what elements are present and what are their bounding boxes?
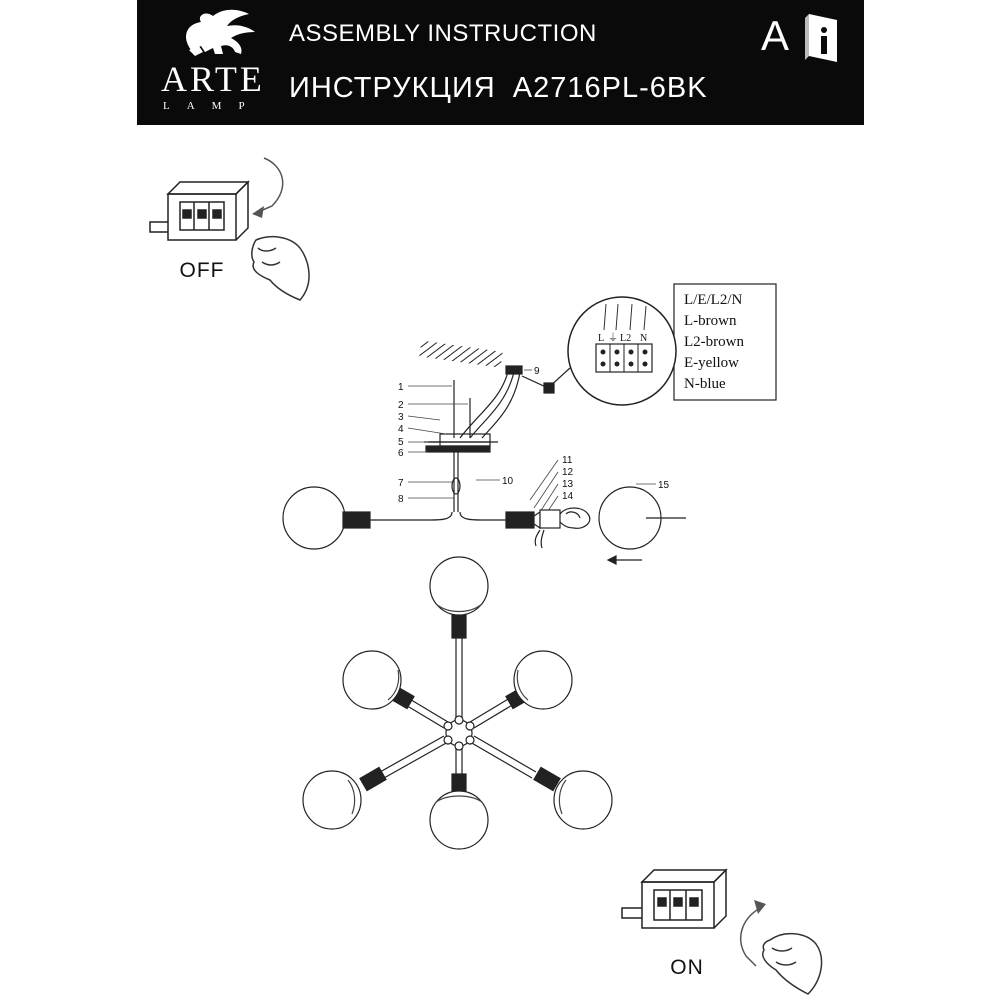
wall-switch-icon bbox=[150, 182, 248, 240]
part-number: 3 bbox=[398, 412, 404, 423]
globe-shade bbox=[554, 771, 612, 829]
part-number: 8 bbox=[398, 494, 404, 505]
part-number: 4 bbox=[398, 424, 404, 435]
part-number: 12 bbox=[562, 467, 574, 478]
wiring-legend bbox=[674, 284, 776, 400]
part-number: 6 bbox=[398, 448, 404, 459]
globe-shade bbox=[514, 651, 572, 709]
part-number: 11 bbox=[562, 455, 573, 466]
switch-off-label: OFF bbox=[179, 259, 225, 282]
legend-line: L2-brown bbox=[684, 334, 744, 350]
globe-shade bbox=[303, 771, 361, 829]
part-number: 7 bbox=[398, 478, 404, 489]
terminal-label-l2: L2 bbox=[620, 333, 632, 344]
hand-icon bbox=[252, 237, 309, 300]
switch-on-illustration bbox=[622, 870, 822, 994]
part-number: 14 bbox=[562, 491, 574, 502]
rotate-arrow-icon bbox=[258, 158, 283, 212]
part-number: 10 bbox=[502, 476, 514, 487]
part-number: 15 bbox=[658, 480, 670, 491]
part-number: 5 bbox=[398, 437, 404, 448]
legend-line: L/E/L2/N bbox=[684, 292, 743, 308]
title-russian: ИНСТРУКЦИЯ A2716PL-6BK bbox=[289, 72, 708, 104]
terminal-label-l: L bbox=[598, 333, 605, 344]
legend-line: E-yellow bbox=[684, 355, 739, 371]
side-view-lamp bbox=[283, 487, 686, 564]
legend-line: L-brown bbox=[684, 313, 737, 329]
language-badge: A bbox=[761, 12, 790, 59]
terminal-label-n: N bbox=[640, 333, 648, 344]
rotate-arrow-icon bbox=[741, 908, 760, 966]
part-number: 1 bbox=[398, 382, 404, 393]
title-english: ASSEMBLY INSTRUCTION bbox=[289, 20, 597, 47]
ground-icon: ⏚ bbox=[608, 333, 618, 344]
switch-on-label: ON bbox=[670, 956, 704, 979]
wall-switch-icon bbox=[622, 870, 726, 928]
globe-shade bbox=[430, 791, 488, 849]
ceiling-hatch bbox=[419, 341, 502, 368]
assembly-diagram bbox=[0, 125, 1000, 1000]
terminal-block-detail bbox=[548, 297, 676, 405]
hand-icon bbox=[763, 934, 822, 994]
info-book-icon bbox=[803, 10, 843, 64]
globe-shade bbox=[430, 557, 488, 615]
part-number: 9 bbox=[534, 366, 540, 377]
part-number: 13 bbox=[562, 479, 574, 490]
legend-line: N-blue bbox=[684, 376, 726, 392]
top-view-chandelier bbox=[303, 557, 612, 849]
switch-off-illustration bbox=[150, 158, 309, 300]
part-number: 2 bbox=[398, 400, 404, 411]
brand-name: ARTE bbox=[161, 59, 265, 99]
globe-shade bbox=[343, 651, 401, 709]
brand-subtitle: LAMP bbox=[163, 100, 262, 112]
header-bar bbox=[137, 0, 864, 125]
